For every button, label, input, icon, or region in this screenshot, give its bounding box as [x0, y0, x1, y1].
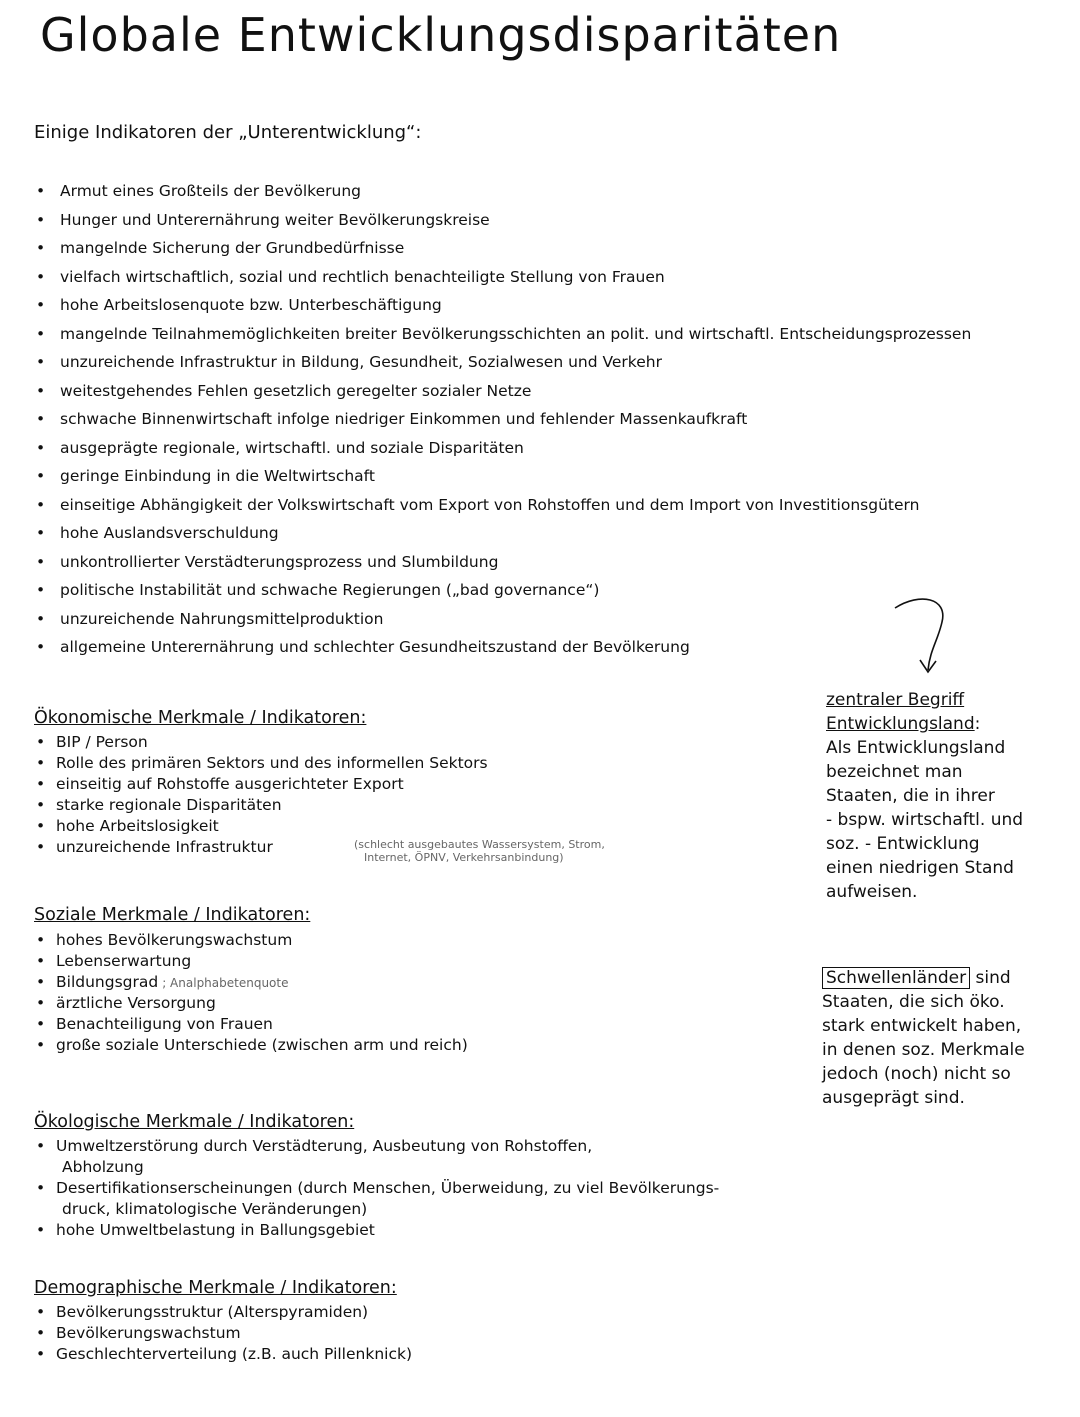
list-item: • Geschlechterverteilung (z.B. auch Pillenknick) — [56, 1344, 412, 1365]
list-item: • unzureichende Infrastruktur — [56, 837, 488, 858]
list-item-continuation: druck, klimatologische Veränderungen) — [62, 1200, 368, 1218]
list-item: • große soziale Unterschiede (zwischen arm und reich) — [56, 1035, 468, 1056]
definition-line: - bspw. wirtschaftl. und — [826, 810, 1024, 830]
definition-line: einen niedrigen Stand — [826, 858, 1014, 878]
side-note-entwicklungsland — [826, 688, 1066, 904]
oekologisch-list — [56, 1136, 719, 1241]
infrastructure-note — [354, 838, 605, 864]
list-item: • starke regionale Disparitäten — [56, 795, 488, 816]
list-item: • Armut eines Großteils der Bevölkerung — [60, 180, 1060, 209]
note-line: Internet, ÖPNV, Verkehrsanbindung) — [364, 851, 564, 864]
definition-line: ausgeprägt sind. — [822, 1088, 965, 1108]
list-item: • Benachteiligung von Frauen — [56, 1014, 468, 1035]
list-item-text: Bildungsgrad — [56, 973, 159, 991]
list-item: • hohe Umweltbelastung in Ballungsgebiet — [56, 1220, 719, 1241]
list-item: • Hunger und Unterernährung weiter Bevölkerungskreise — [60, 209, 1060, 238]
list-item: • ausgeprägte regionale, wirtschaftl. und soziale Disparitäten — [60, 437, 1060, 466]
list-item: • allgemeine Unterernährung und schlechter Gesundheitszustand der Bevölkerung — [60, 636, 1060, 665]
list-item-continuation: Abholzung — [62, 1158, 144, 1176]
definition-line: Staaten, die sich öko. — [822, 992, 1005, 1012]
definition-line: aufweisen. — [826, 882, 918, 902]
definition-line: bezeichnet man — [826, 762, 963, 782]
definition-line — [822, 966, 1072, 990]
boxed-term: Schwellenländer — [822, 967, 970, 989]
list-item: • einseitige Abhängigkeit der Volkswirtschaft vom Export von Rohstoffen und dem Import von Investitionsgütern — [60, 494, 1060, 523]
section-title-sozial: Soziale Merkmale / Indikatoren: — [34, 905, 311, 925]
list-item: • weitestgehendes Fehlen gesetzlich geregelter sozialer Netze — [60, 380, 1060, 409]
list-item: • einseitig auf Rohstoffe ausgerichteter Export — [56, 774, 488, 795]
list-item: • Desertifikationserscheinungen (durch Menschen, Überweidung, zu viel Bevölkerungs- — [56, 1178, 719, 1199]
list-item: • hohe Arbeitslosenquote bzw. Unterbeschäftigung — [60, 294, 1060, 323]
list-item: • hohe Arbeitslosigkeit — [56, 816, 488, 837]
definition-line: soz. - Entwicklung — [826, 834, 980, 854]
list-item: • BIP / Person — [56, 732, 488, 753]
list-item: • Bevölkerungsstruktur (Alterspyramiden) — [56, 1302, 412, 1323]
term-suffix: sind — [970, 968, 1011, 988]
list-item: • ärztliche Versorgung — [56, 993, 468, 1014]
colon: : — [974, 714, 981, 734]
list-item: • hohes Bevölkerungswachstum — [56, 930, 468, 951]
intro-heading: Einige Indikatoren der „Unterentwicklung“: — [34, 122, 422, 143]
note-line: (schlecht ausgebautes Wassersystem, Strom, — [354, 838, 605, 851]
definition-line: Staaten, die in ihrer — [826, 786, 995, 806]
list-item: • Bevölkerungswachstum — [56, 1323, 412, 1344]
list-item: • Umweltzerstörung durch Verstädterung, Ausbeutung von Rohstoffen, — [56, 1136, 719, 1157]
demographisch-list — [56, 1302, 412, 1365]
sozial-list — [56, 930, 468, 1056]
list-item: • unzureichende Nahrungsmittelproduktion — [60, 608, 1060, 637]
definition-line: stark entwickelt haben, — [822, 1016, 1022, 1036]
list-item: • geringe Einbindung in die Weltwirtschaft — [60, 465, 1060, 494]
list-item: • unzureichende Infrastruktur in Bildung, Gesundheit, Sozialwesen und Verkehr — [60, 351, 1060, 380]
definition-line: jedoch (noch) nicht so — [822, 1064, 1011, 1084]
list-item: • Rolle des primären Sektors und des informellen Sektors — [56, 753, 488, 774]
list-item: • mangelnde Sicherung der Grundbedürfnisse — [60, 237, 1060, 266]
term: Entwicklungsland — [826, 714, 975, 734]
page-title: Globale Entwicklungsdisparitäten — [40, 8, 842, 62]
section-title-demographisch: Demographische Merkmale / Indikatoren: — [34, 1278, 397, 1298]
list-item: • Lebenserwartung — [56, 951, 468, 972]
side-note-schwellenlaender — [822, 966, 1072, 1110]
list-item: • schwache Binnenwirtschaft infolge niedriger Einkommen und fehlender Massenkaufkraft — [60, 408, 1060, 437]
arrow-down-icon — [890, 590, 970, 680]
literacy-note: ; Analphabetenquote — [162, 976, 289, 990]
definition-line: Als Entwicklungsland — [826, 738, 1006, 758]
side-heading-term — [826, 712, 1066, 736]
list-item: • hohe Auslandsverschuldung — [60, 522, 1060, 551]
list-item: • vielfach wirtschaftlich, sozial und rechtlich benachteiligte Stellung von Frauen — [60, 266, 1060, 295]
list-item: • unkontrollierter Verstädterungsprozess und Slumbildung — [60, 551, 1060, 580]
side-heading: zentraler Begriff — [826, 690, 965, 710]
list-item: • mangelnde Teilnahmemöglichkeiten breiter Bevölkerungsschichten an polit. und wirtschaftl. Entscheidungsprozessen — [60, 323, 1060, 352]
list-item: • politische Instabilität und schwache Regierungen („bad governance“) — [60, 579, 1060, 608]
list-item — [56, 972, 468, 993]
definition-line: in denen soz. Merkmale — [822, 1040, 1025, 1060]
section-title-oekonomisch: Ökonomische Merkmale / Indikatoren: — [34, 708, 367, 728]
section-title-oekologisch: Ökologische Merkmale / Indikatoren: — [34, 1112, 355, 1132]
